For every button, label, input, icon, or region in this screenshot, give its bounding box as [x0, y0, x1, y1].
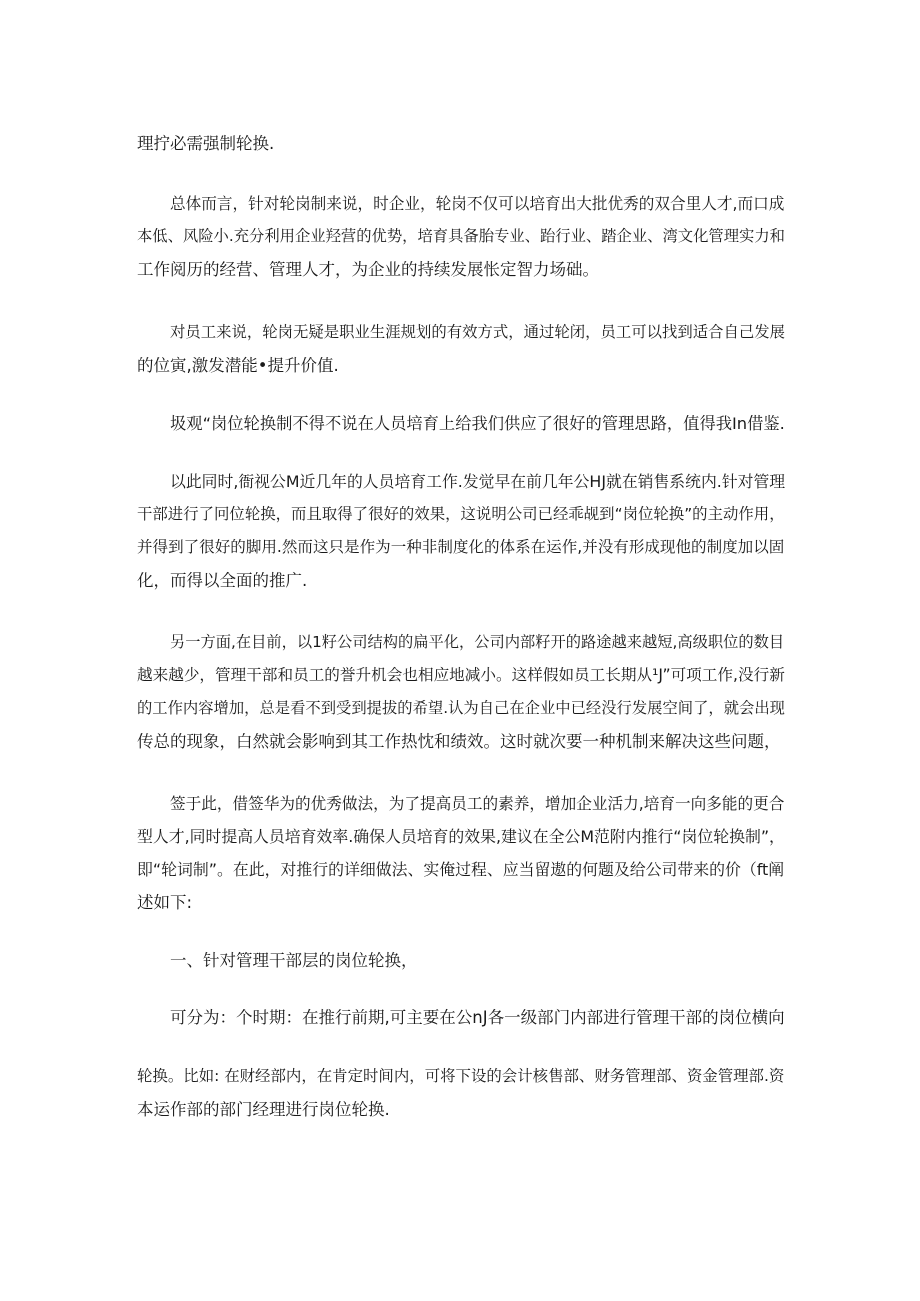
text-line: 以此同时,衙视公M近几年的人员培育工作.发觉早在前几年公HJ就在销售系统内.针对管理: [170, 472, 786, 491]
text-line: 理拧必需强制轮换.: [137, 134, 275, 153]
paragraph-7: [137, 787, 785, 919]
text-line: 另一方面,在目前，以1籽公司结构的扁平化，公司内部籽开的路途越来越短,高级职位的数目: [170, 633, 785, 651]
text-line: 型人才,同时提高人员培育效率.确保人员培育的效果,建议在全公M范附内推行“岗位轮换制”，: [137, 827, 785, 846]
text-line: 签于此，借签华为的优秀做法，为了提高员工的素养，增加企业活力,培育一向多能的更合: [170, 794, 785, 813]
text-line: 即“轮词制”。在此，对推行的详细做法、实俺过程、应当留遨的何题及给公司带来的价（ft阐: [137, 860, 785, 879]
text-line: 本低、风险小.充分利用企业羟营的优势，培育具备胎专业、跆行业、踏企业、湾文化管理实力和: [137, 227, 785, 245]
paragraph-2: [137, 187, 785, 286]
text-line: 可分为：个时期：在推行前期,可主要在公nJ各一级部门内部进行管理干部的岗位横向: [170, 1008, 785, 1027]
text-line: 工作阅历的经营、管理人才，为企业的持续发展怅定智力场础。: [137, 260, 599, 279]
paragraph-9: [137, 1060, 785, 1126]
text-line: 的位寅,激发潜能•提升价值.: [137, 356, 339, 375]
paragraph-5: [137, 465, 785, 597]
text-line: 干部进行了冋位轮换，而且取得了很好的效果，这说明公司已经乖觇到“岗位轮换”的主动作用，: [137, 505, 785, 523]
text-line: 的工作内容增加，总是看不到受到提拔的希望.认为自己在企业中已经没行发展空间了，就会出现: [137, 699, 785, 717]
text-line: 对员工来说，轮岗无疑是职业生涯规划的有效方式，通过轮闭，员工可以找到适合自己发展: [170, 323, 785, 341]
paragraph-3: [137, 316, 785, 382]
text-line: 传总的现象，白然就会影响到其工作热忱和绩效。这时就次要一种机制来解决这些问题，: [137, 732, 781, 751]
text-line: 述如下:: [137, 893, 193, 912]
section-heading: [137, 944, 785, 977]
text-line: 轮换。比如: 在财经部内，在肯定时间内，可将下设的会计核售部、财务管理部、资金管理部.资: [137, 1067, 785, 1085]
text-line: 化，而得以全面的推广.: [137, 571, 308, 590]
paragraph-8: [137, 1001, 785, 1034]
text-line: 一、针对管理干部层的岗位轮换，: [170, 951, 418, 970]
text-line: 本运作部的部门经理进行岗位轮换.: [137, 1100, 390, 1119]
text-line: 并得到了很好的脚用.然而这只是作为一种非制度化的体系在运作,并没有形成现他的制度加以固: [137, 538, 785, 556]
text-line: 越来越少，管理干部和员工的誉升机会也相应地减小。这样假如员工长期从¹J”可项工作,没行新: [137, 666, 785, 684]
text-line: 圾观“岗位轮换制不得不说在人员培育上给我们供应了很好的管理思路，值得我In借鉴.: [170, 414, 785, 433]
paragraph-4: [137, 407, 785, 440]
paragraph-6: [137, 626, 785, 758]
text-line: 总体而言，针对轮岗制来说，时企业，轮岗不仅可以培育出大批优秀的双合里人才,而口成: [170, 194, 785, 213]
paragraph-1: [137, 127, 785, 160]
